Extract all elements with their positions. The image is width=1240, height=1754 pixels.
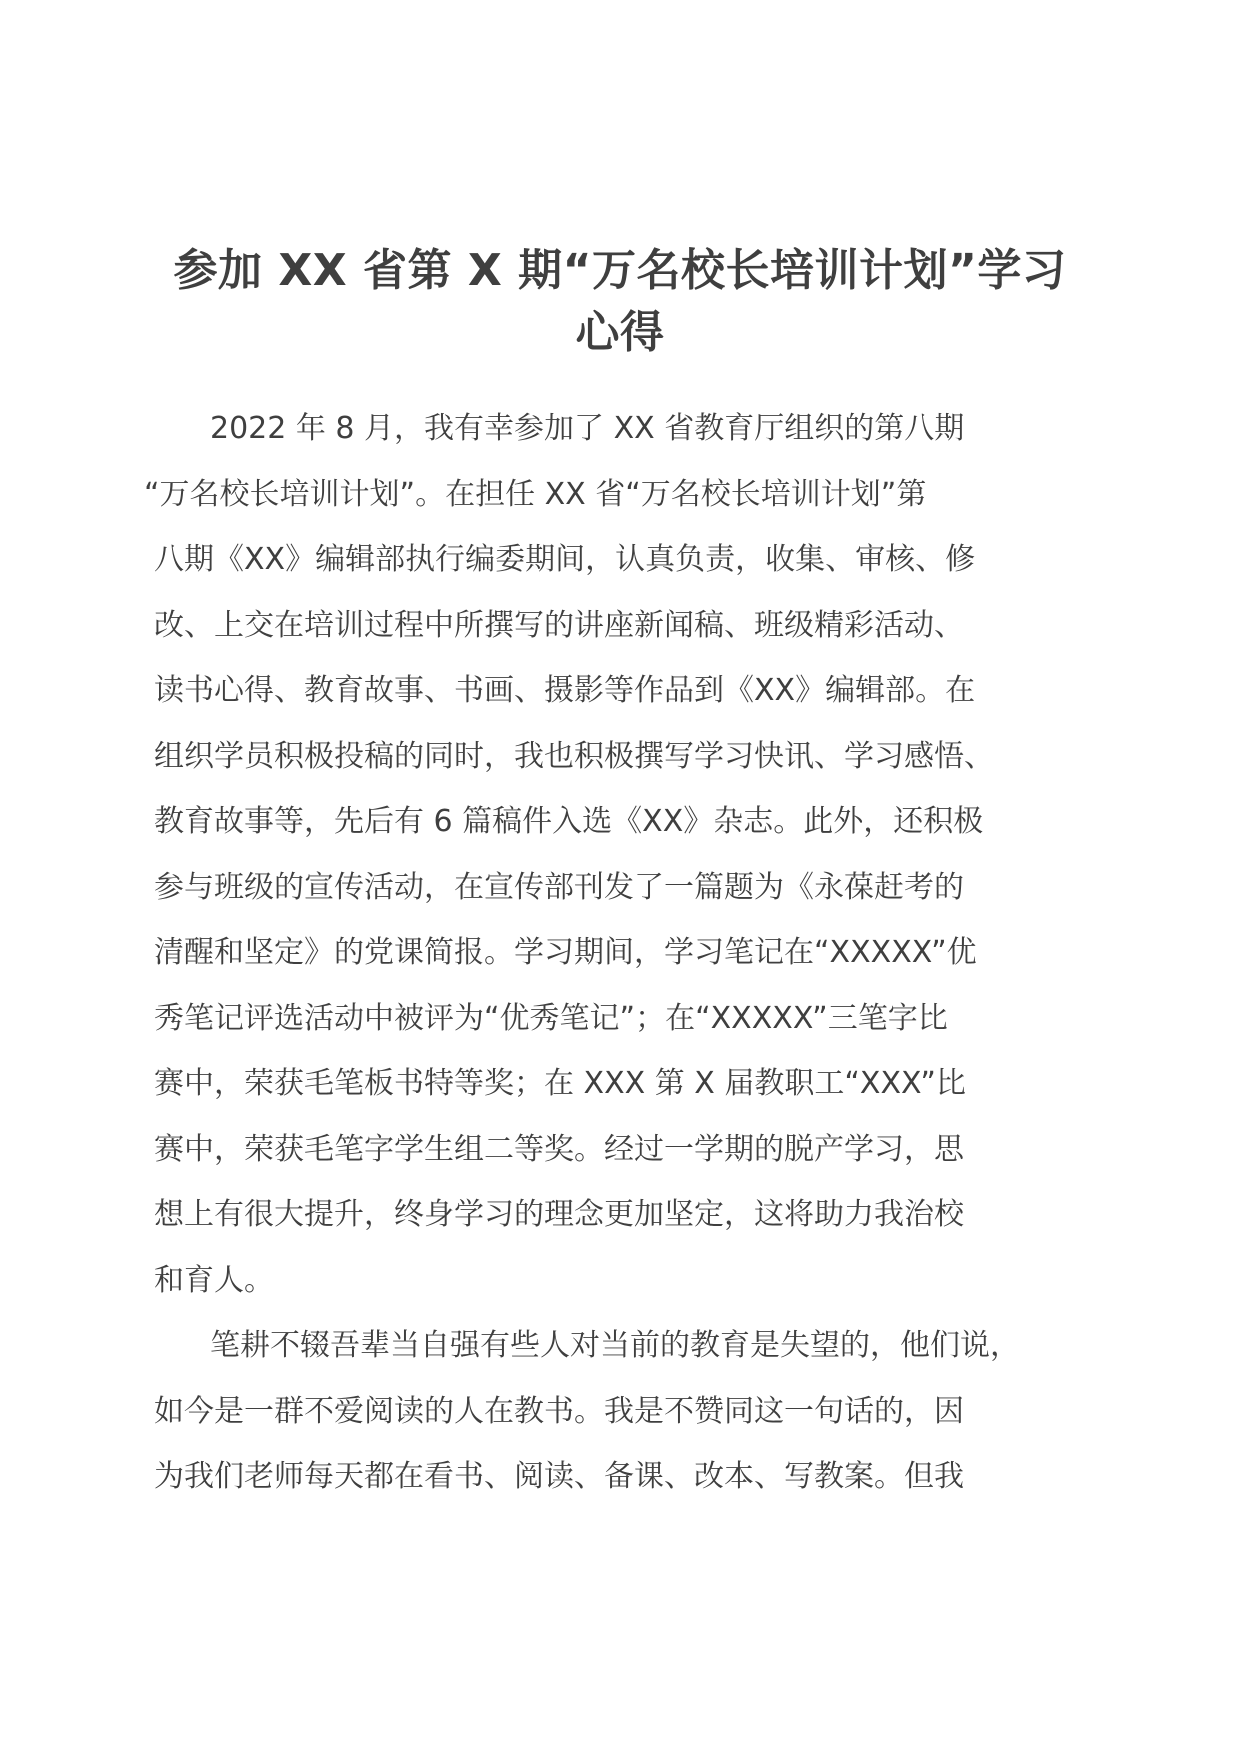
document-title bbox=[150, 240, 1090, 364]
title-line: 心得 bbox=[575, 307, 665, 358]
text-line: 和育人。 bbox=[154, 1262, 274, 1298]
paragraph-1 bbox=[144, 396, 1094, 1313]
text-line: 清醒和坚定》的党课简报。学习期间，学习笔记在“XXXXX”优 bbox=[154, 935, 977, 970]
text-line: 想上有很大提升，终身学习的理念更加坚定，这将助力我治校 bbox=[154, 1197, 964, 1232]
text-line: 改、上交在培训过程中所撰写的讲座新闻稿、班级精彩活动、 bbox=[154, 607, 964, 643]
text-line: 教育故事等，先后有 6 篇稿件入选《XX》杂志。此外，还积极 bbox=[154, 804, 984, 839]
title-line: 参加 XX 省第 X 期“万名校长培训计划”学习 bbox=[173, 245, 1067, 296]
document-body bbox=[144, 396, 1094, 1510]
text-line: 笔耕不辍吾辈当自强有些人对当前的教育是失望的，他们说， bbox=[210, 1328, 1020, 1363]
text-line: 如今是一群不爱阅读的人在教书。我是不赞同这一句话的，因 bbox=[154, 1393, 964, 1429]
text-line: 参与班级的宣传活动，在宣传部刊发了一篇题为《永葆赶考的 bbox=[154, 869, 964, 905]
text-line: 赛中，荣获毛笔板书特等奖；在 XXX 第 X 届教职工“XXX”比 bbox=[154, 1066, 966, 1101]
text-line: 秀笔记评选活动中被评为“优秀笔记”；在“XXXXX”三笔字比 bbox=[154, 1000, 948, 1036]
text-line: 组织学员积极投稿的同时，我也积极撰写学习快讯、学习感悟、 bbox=[154, 738, 994, 774]
text-line: 为我们老师每天都在看书、阅读、备课、改本、写教案。但我 bbox=[154, 1459, 964, 1494]
text-line: “万名校长培训计划”。在担任 XX 省“万名校长培训计划”第 bbox=[144, 476, 927, 512]
text-line: 八期《XX》编辑部执行编委期间，认真负责，收集、审核、修 bbox=[154, 542, 976, 577]
text-line: 2022 年 8 月，我有幸参加了 XX 省教育厅组织的第八期 bbox=[210, 411, 965, 446]
text-line: 读书心得、教育故事、书画、摄影等作品到《XX》编辑部。在 bbox=[154, 673, 976, 708]
paragraph-2 bbox=[154, 1313, 1094, 1510]
text-line: 赛中，荣获毛笔字学生组二等奖。经过一学期的脱产学习，思 bbox=[154, 1131, 964, 1167]
